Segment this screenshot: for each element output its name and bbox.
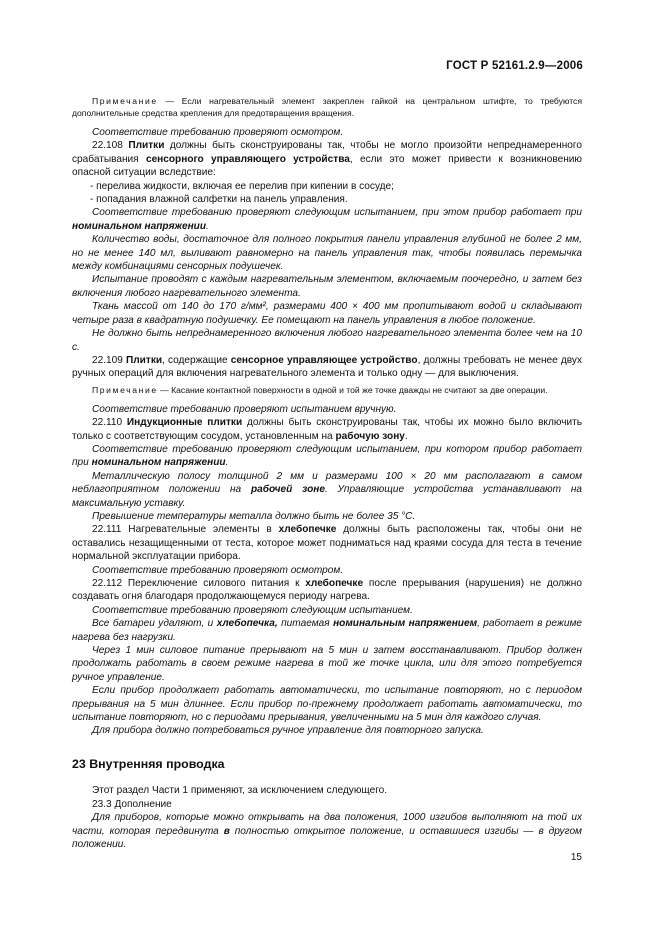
note-paragraph <box>72 95 582 119</box>
bold-term: в <box>223 825 230 837</box>
paragraph <box>72 443 582 470</box>
text-run: Для прибора должно потребоваться ручное управление для повторного запуска. <box>92 725 484 737</box>
section-heading <box>72 758 582 771</box>
text-run: 23 Внутренняя проводка <box>72 756 225 771</box>
paragraph <box>72 724 582 737</box>
paragraph <box>72 327 582 354</box>
text-run: — Касание контактной поверхности в одной и той же точке дважды не считают за две операции. <box>160 384 548 395</box>
text-run: Металлическую полосу толщиной 2 мм и размерами 100 × 20 мм располагают в самом неблагоприятном положении на <box>72 470 582 496</box>
text-run: Не должно быть непреднамеренного включения любого нагревательного элемента более чем на 10 с. <box>72 328 582 353</box>
text-run: - перелива жидкости, включая ее перелив при кипении в сосуде; <box>90 180 394 192</box>
page-number: 15 <box>570 852 582 863</box>
text-run: 22.111 Нагревательные элементы в <box>92 524 279 536</box>
text-run: 22.108 <box>92 140 129 152</box>
paragraph <box>72 644 582 684</box>
paragraph <box>72 510 582 523</box>
text-run: полностью открытое положение, и оставшиеся изгибы — в другом положении. <box>72 825 582 850</box>
text-run: питаемая <box>277 618 334 630</box>
text-run: . <box>225 457 229 469</box>
bold-term: хлебопечке <box>278 524 337 536</box>
paragraph <box>72 403 582 416</box>
text-run: Примечание <box>92 96 158 106</box>
text-run: , должны требовать не менее двух ручных операций для включения нагревательного элемента и только одну — для выключения. <box>72 354 583 380</box>
bold-term: рабочую зону <box>335 430 405 442</box>
text-run: . <box>404 430 408 442</box>
text-run: должны быть сконструированы так, чтобы не могло произойти непреднамеренного срабатывания <box>72 140 582 165</box>
text-run: должны быть сконструированы так, чтобы их можно было включить только с соответствующим сосудом, установленным на <box>72 417 582 442</box>
bold-term: номинальном напряжении <box>72 220 206 232</box>
bold-term: Индукционные плитки <box>126 417 243 429</box>
bold-term: рабочей зоне <box>250 484 325 496</box>
note-paragraph <box>72 384 582 396</box>
paragraph <box>72 273 582 300</box>
bold-term: хлебопечке <box>305 578 364 589</box>
text-run: Через 1 мин силовое питание прерывают на 5 мин и затем восстанавливают. Прибор должен продолжать работать в своем режиме нагрева в той же точке цикла, или для этого потребуется ручное управление. <box>72 645 582 683</box>
paragraph <box>72 798 582 811</box>
bold-term: номинальном напряжении <box>91 457 226 469</box>
text-run: Испытание проводят с каждым нагревательным элементом, включаемым поочередно, и затем без включения любого нагревательного элемента. <box>72 274 582 299</box>
paragraph <box>72 139 582 179</box>
text-run: Соответствие требованию проверяют осмотром. <box>92 564 344 576</box>
text-run: 22.110 <box>92 417 127 429</box>
paragraph <box>72 206 582 233</box>
paragraph <box>72 354 582 381</box>
paragraph <box>72 564 582 577</box>
text-run: Этот раздел Части 1 применяют, за исключением следующего. <box>92 785 388 797</box>
text-run: Соответствие требованию проверяют осмотром. <box>92 127 344 138</box>
text-run: . <box>206 220 209 232</box>
text-run: Соответствие требованию проверяют следующим испытанием. <box>92 604 413 616</box>
text-run: . Управляющие устройства устанавливают на максимальную уставку. <box>72 484 582 509</box>
paragraph <box>72 684 582 724</box>
text-run: , если это может привести к возникновению опасной ситуации вследствие: <box>72 153 582 179</box>
text-run: Все батареи удаляют, и <box>92 618 217 630</box>
bold-term: Плитки <box>126 354 163 366</box>
text-run: Ткань массой от 140 до 170 г/мм², размерами 400 × 400 мм пропитывают водой и складывают четыре раза в квадратную подушечку. Ее помещают на панель управления в любое положение. <box>72 301 582 326</box>
bold-term: номинальным напряжением <box>333 618 478 630</box>
text-run: Если прибор продолжает работать автоматически, то испытание повторяют, но с периодом прерывания на 5 мин длиннее. Если прибор по-прежнему продолжает работать автоматически, то испытание повторяют, но с периодами прерывания, увеличенными на 5 мин для каждого случая. <box>72 685 582 724</box>
document-body <box>72 92 582 851</box>
paragraph <box>72 577 582 604</box>
paragraph <box>72 811 582 851</box>
paragraph <box>72 416 582 443</box>
text-run: Количество воды, достаточное для полного покрытия панели управления глубиной не более 2 мм, но не менее 140 мл, выливают равномерно на панель управления так, чтобы появилась перемычка между комбинациями сенсорных подушечек. <box>72 234 582 273</box>
text-run: 22.109 <box>92 354 126 366</box>
text-run: Для приборов, которые можно открывать на два положения, 1000 изгибов выполняют на той их части, которая передвинута <box>72 812 582 837</box>
standard-header: ГОСТ Р 52161.2.9—2006 <box>446 60 583 72</box>
bold-term: сенсорного управляющего устройства <box>145 153 350 165</box>
text-run: 23.3 Дополнение <box>92 798 172 810</box>
paragraph <box>72 193 582 206</box>
paragraph <box>72 617 582 644</box>
text-run: , содержащие <box>162 354 231 366</box>
paragraph <box>72 300 582 327</box>
bold-term: Плитки <box>128 140 165 152</box>
text-run: Соответствие требованию проверяют следующим испытанием, при этом прибор работает при <box>92 207 582 219</box>
text-run: Соответствие требованию проверяют испытанием вручную. <box>92 403 397 415</box>
text-run: — Если нагревательный элемент закреплен гайкой на центральном штифте, то требуются дополнительные средства крепления для предотвращения вращения. <box>72 96 582 118</box>
text-run: Превышение температуры металла должно быть не более 35 °С. <box>92 510 416 522</box>
text-run: после прерывания (нарушения) не должно создавать огня благодаря продолжающемуся периоду нагрева. <box>72 578 582 603</box>
paragraph <box>72 233 582 273</box>
paragraph <box>72 604 582 617</box>
bold-term: хлебопечка, <box>216 618 278 630</box>
text-run: , работает в режиме нагрева без нагрузки. <box>72 618 582 643</box>
paragraph <box>72 180 582 193</box>
paragraph <box>72 126 582 139</box>
text-run: Примечание <box>92 384 158 395</box>
bold-term: сенсорное управляющее устройство <box>230 354 418 366</box>
text-run: 22.112 Переключение силового питания к <box>92 578 306 589</box>
paragraph <box>72 523 582 563</box>
text-run: - попадания влажной салфетки на панель управления. <box>90 194 348 206</box>
text-run: должны быть расположены так, чтобы они не оставались незащищенными от теста, которое может подниматься над краями сосуда для теста в течение нормальной эксплуатации прибора. <box>72 524 582 563</box>
paragraph <box>72 784 582 797</box>
paragraph <box>72 470 582 510</box>
text-run: Соответствие требованию проверяют следующим испытанием, при котором прибор работает при <box>72 443 582 469</box>
